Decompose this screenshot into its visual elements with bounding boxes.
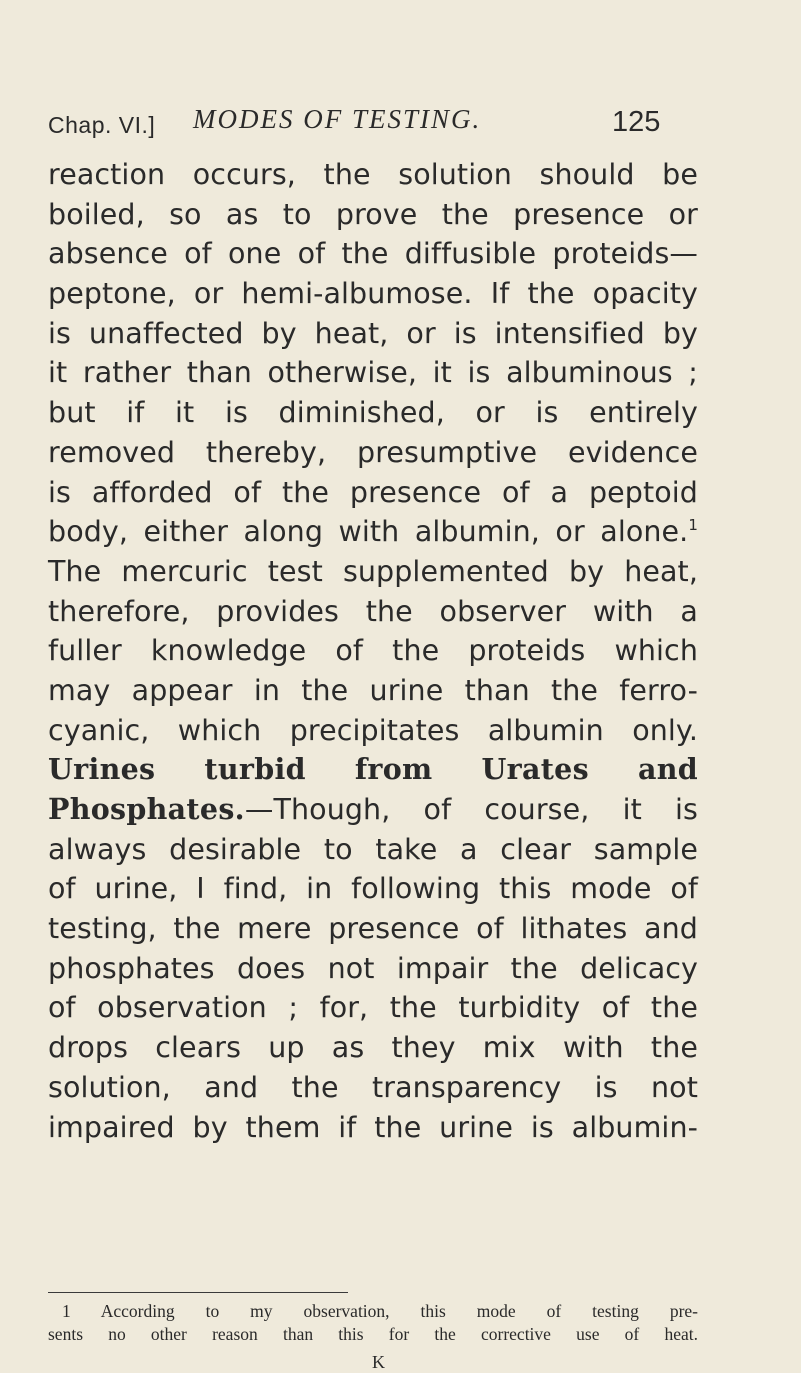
text-line: boiled, so as to prove the presence or bbox=[48, 197, 698, 231]
text-line: cyanic, which precipitates albumin only. bbox=[48, 713, 698, 747]
footnote bbox=[48, 1300, 698, 1346]
chapter-label: Chap. VI.] bbox=[48, 112, 156, 138]
text-line: may appear in the urine than the ferro- bbox=[48, 673, 698, 707]
text-line: but if it is diminished, or is entirely bbox=[48, 396, 698, 430]
text-line: removed thereby, presumptive evidence bbox=[48, 435, 698, 469]
text-line: of urine, I find, in following this mode of bbox=[48, 872, 698, 906]
text-line: therefore, provides the observer with a bbox=[48, 594, 698, 628]
text-line: it rather than otherwise, it is albuminous ; bbox=[48, 356, 698, 390]
body-text bbox=[48, 155, 698, 1147]
text-line-with-heading bbox=[48, 790, 698, 830]
text-line: solution, and the transparency is not bbox=[48, 1070, 698, 1104]
page-number: 125 bbox=[612, 106, 661, 138]
text-line-with-footnote bbox=[48, 512, 698, 552]
text-line: is unaffected by heat, or is intensified by bbox=[48, 316, 698, 350]
footnote-line: sents no other reason than this for the corrective use of heat. bbox=[48, 1324, 698, 1344]
text-line: drops clears up as they mix with the bbox=[48, 1031, 698, 1065]
text-line: absence of one of the diffusible proteids— bbox=[48, 237, 698, 271]
signature-mark: K bbox=[372, 1352, 385, 1372]
running-head bbox=[48, 104, 748, 144]
footnote-rule bbox=[48, 1292, 348, 1293]
text-line: reaction occurs, the solution should be bbox=[48, 158, 698, 191]
section-heading-continued: Phosphates. bbox=[48, 792, 245, 826]
line-text: —Though, of course, it is bbox=[244, 793, 698, 826]
line-text: body, either along with albumin, or alone. bbox=[48, 515, 689, 549]
text-line: phosphates does not impair the delicacy bbox=[48, 951, 698, 985]
section-heading: Urines turbid from Urates and bbox=[48, 752, 698, 787]
text-line: peptone, or hemi-albumose. If the opacity bbox=[48, 277, 698, 311]
running-title: MODES OF TESTING. bbox=[193, 104, 482, 134]
text-line: testing, the mere presence of lithates and bbox=[48, 912, 698, 946]
text-line: is afforded of the presence of a peptoid bbox=[48, 475, 698, 509]
text-line: fuller knowledge of the proteids which bbox=[48, 634, 698, 668]
text-line: always desirable to take a clear sample bbox=[48, 832, 698, 866]
text-line: of observation ; for, the turbidity of the bbox=[48, 991, 698, 1025]
text-line: The mercuric test supplemented by heat, bbox=[48, 554, 698, 588]
text-line: impaired by them if the urine is albumin- bbox=[48, 1110, 698, 1144]
footnote-reference: 1 bbox=[688, 516, 698, 535]
footnote-line: 1 According to my observation, this mode of testing pre- bbox=[62, 1301, 698, 1321]
